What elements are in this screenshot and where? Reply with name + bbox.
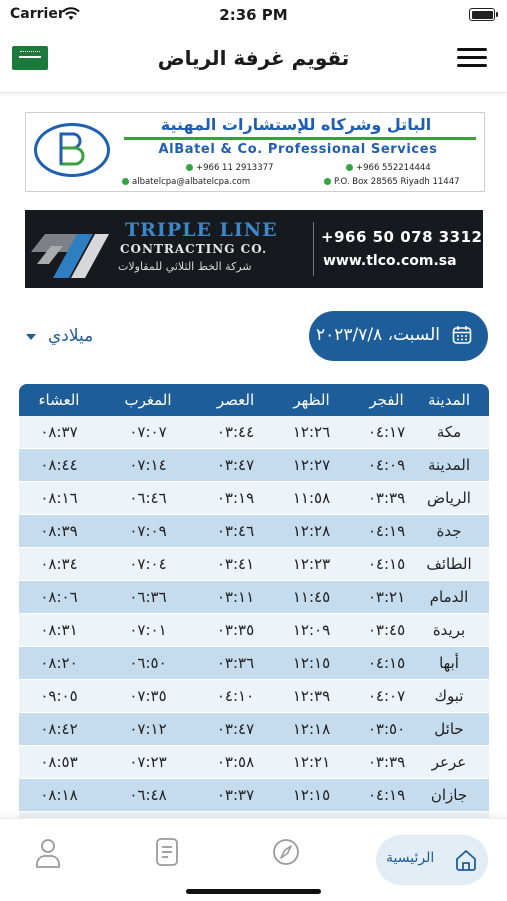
tlco-website: www.tlco.com.sa <box>323 253 457 269</box>
fajr-cell: ٠٤:١٥ <box>367 654 406 672</box>
nav-profile-tab[interactable] <box>28 835 68 871</box>
table-row <box>19 713 489 746</box>
albatel-name-ar: الباتل وشركاه للإستشارات المهنية <box>160 115 432 134</box>
tlco-name-ar: شركة الخط الثلاثي للمقاولات <box>118 260 252 273</box>
maghrib-cell: ٠٧:٠٧ <box>129 423 167 441</box>
app-header <box>0 30 507 93</box>
tlco-name-line1: TRIPLE LINE <box>125 219 278 241</box>
city-cell: الرياض <box>427 489 471 507</box>
table-header <box>19 384 489 416</box>
fajr-cell: ٠٤:١٩ <box>367 786 406 804</box>
table-row <box>19 647 489 680</box>
asr-cell: ٠٣:١٩ <box>216 489 255 507</box>
dhuhr-cell: ١٢:١٨ <box>292 720 331 738</box>
table-row <box>19 416 489 449</box>
dhuhr-cell: ١٢:٣٩ <box>292 687 331 705</box>
isha-cell: ٠٨:٣٧ <box>40 423 78 441</box>
table-row <box>19 482 489 515</box>
isha-cell: ٠٨:١٨ <box>40 786 78 804</box>
tlco-phone: +966 50 078 3312 <box>321 228 483 246</box>
home-icon <box>454 848 478 872</box>
table-row <box>19 548 489 581</box>
header-isha: العشاء <box>38 391 80 409</box>
maghrib-cell: ٠٧:٠١ <box>129 621 167 639</box>
dhuhr-cell: ١٢:٢٣ <box>292 555 331 573</box>
isha-cell: ٠٨:٤٢ <box>40 720 78 738</box>
maghrib-cell: ٠٧:٢٣ <box>129 753 167 771</box>
albatel-phone-1: +966 11 2913377 <box>186 163 273 173</box>
maghrib-cell: ٠٦:٤٨ <box>129 786 167 804</box>
city-cell: الطائف <box>426 555 472 573</box>
dhuhr-cell: ١٢:٢٨ <box>292 522 331 540</box>
prayer-times-table <box>19 384 489 845</box>
mailbox-icon <box>324 178 331 185</box>
asr-cell: ٠٣:٣٧ <box>216 786 255 804</box>
nav-home-tab[interactable] <box>376 835 488 885</box>
compass-icon <box>266 835 306 871</box>
isha-cell: ٠٩:٠٥ <box>40 687 78 705</box>
caret-down-icon <box>26 334 36 340</box>
table-row <box>19 581 489 614</box>
header-maghrib: المغرب <box>124 391 172 409</box>
isha-cell: ٠٨:٢٠ <box>40 654 78 672</box>
asr-cell: ٠٣:٤٤ <box>216 423 255 441</box>
city-cell: جدة <box>436 522 462 540</box>
whatsapp-icon <box>346 164 353 171</box>
asr-cell: ٠٣:٤٧ <box>216 456 255 474</box>
tlco-divider <box>313 222 314 276</box>
selected-date: السبت، ٢٠٢٣/٧/٨ <box>315 325 440 345</box>
home-indicator <box>186 889 321 894</box>
table-row <box>19 680 489 713</box>
isha-cell: ٠٨:٣٤ <box>40 555 78 573</box>
city-cell: الدمام <box>429 588 469 606</box>
asr-cell: ٠٣:٤١ <box>216 555 255 573</box>
maghrib-cell: ٠٧:١٢ <box>129 720 167 738</box>
tlco-ad-banner[interactable] <box>25 210 483 288</box>
fajr-cell: ٠٣:٣٩ <box>367 753 406 771</box>
asr-cell: ٠٣:٤٧ <box>216 720 255 738</box>
fajr-cell: ٠٣:٢١ <box>367 588 406 606</box>
isha-cell: ٠٨:٤٤ <box>40 456 78 474</box>
date-picker-button[interactable] <box>309 311 488 361</box>
dhuhr-cell: ١٢:٢٦ <box>292 423 331 441</box>
maghrib-cell: ٠٧:٠٤ <box>129 555 167 573</box>
asr-cell: ٠٣:٥٨ <box>216 753 255 771</box>
isha-cell: ٠٨:٣١ <box>40 621 78 639</box>
table-row <box>19 779 489 812</box>
maghrib-cell: ٠٦:٥٠ <box>129 654 167 672</box>
isha-cell: ٠٨:٠٦ <box>40 588 78 606</box>
maghrib-cell: ٠٧:٣٥ <box>129 687 167 705</box>
albatel-po-box: P.O. Box 28565 Riyadh 11447 <box>324 177 460 187</box>
fajr-cell: ٠٣:٥٠ <box>367 720 406 738</box>
dhuhr-cell: ١١:٤٥ <box>292 588 331 606</box>
asr-cell: ٠٤:١٠ <box>216 687 255 705</box>
user-icon <box>28 835 68 871</box>
header-asr: العصر <box>216 391 255 409</box>
status-bar <box>0 0 507 30</box>
fajr-cell: ٠٤:٠٩ <box>367 456 406 474</box>
asr-cell: ٠٣:٣٥ <box>216 621 255 639</box>
city-cell: بريدة <box>432 621 466 639</box>
dhuhr-cell: ١٢:١٥ <box>292 786 331 804</box>
albatel-logo-icon <box>34 123 110 177</box>
document-icon <box>147 835 187 871</box>
dhuhr-cell: ١٢:٢١ <box>292 753 331 771</box>
albatel-name-en: AlBatel & Co. Professional Services <box>158 142 438 157</box>
header-dhuhr: الظهر <box>293 391 330 409</box>
isha-cell: ٠٨:٣٩ <box>40 522 78 540</box>
menu-icon[interactable] <box>457 46 487 70</box>
fajr-cell: ٠٤:١٥ <box>367 555 406 573</box>
carrier-label: Carrier <box>10 6 65 22</box>
table-row <box>19 614 489 647</box>
fajr-cell: ٠٣:٣٩ <box>367 489 406 507</box>
table-row <box>19 515 489 548</box>
nav-home-label: الرئيسية <box>386 850 435 866</box>
fajr-cell: ٠٤:١٧ <box>367 423 406 441</box>
tlco-logo-icon <box>31 220 109 278</box>
maghrib-cell: ٠٦:٣٦ <box>129 588 167 606</box>
albatel-ad-banner[interactable] <box>25 112 485 192</box>
city-cell: مكة <box>436 423 462 441</box>
asr-cell: ٠٣:٣٦ <box>216 654 255 672</box>
calendar-icon <box>452 325 472 345</box>
city-cell: تبوك <box>434 687 464 705</box>
header-city: المدينة <box>427 391 471 409</box>
city-cell: حائل <box>434 720 464 738</box>
dhuhr-cell: ١٢:١٥ <box>292 654 331 672</box>
dhuhr-cell: ١٢:٠٩ <box>292 621 331 639</box>
status-time: 2:36 PM <box>219 6 288 24</box>
page-title: تقويم غرفة الرياض <box>157 46 350 70</box>
maghrib-cell: ٠٧:١٤ <box>129 456 167 474</box>
isha-cell: ٠٨:١٦ <box>40 489 78 507</box>
table-row <box>19 449 489 482</box>
albatel-divider <box>124 137 476 140</box>
asr-cell: ٠٣:٤٦ <box>216 522 255 540</box>
calendar-type-label: ميلادي <box>48 326 94 346</box>
fajr-cell: ٠٣:٤٥ <box>367 621 406 639</box>
city-cell: عرعر <box>431 753 467 771</box>
battery-icon <box>469 8 495 21</box>
maghrib-cell: ٠٦:٤٦ <box>129 489 167 507</box>
nav-notes-tab[interactable] <box>147 835 187 871</box>
albatel-phone-2: +966 552214444 <box>346 163 431 173</box>
dhuhr-cell: ١١:٥٨ <box>292 489 331 507</box>
albatel-email: albatelcpa@albatelcpa.com <box>122 177 250 187</box>
email-icon <box>122 178 129 185</box>
fajr-cell: ٠٤:١٩ <box>367 522 406 540</box>
city-cell: أبها <box>439 654 459 672</box>
asr-cell: ٠٣:١١ <box>216 588 255 606</box>
tlco-name-line2: CONTRACTING CO. <box>120 242 268 256</box>
dhuhr-cell: ١٢:٢٧ <box>292 456 331 474</box>
nav-qibla-tab[interactable] <box>266 835 306 871</box>
city-cell: جازان <box>430 786 468 804</box>
maghrib-cell: ٠٧:٠٩ <box>129 522 167 540</box>
header-fajr: الفجر <box>369 391 404 409</box>
isha-cell: ٠٨:٥٣ <box>40 753 78 771</box>
fajr-cell: ٠٤:٠٧ <box>367 687 406 705</box>
phone-icon <box>186 164 193 171</box>
table-row <box>19 746 489 779</box>
city-cell: المدينة <box>427 456 471 474</box>
